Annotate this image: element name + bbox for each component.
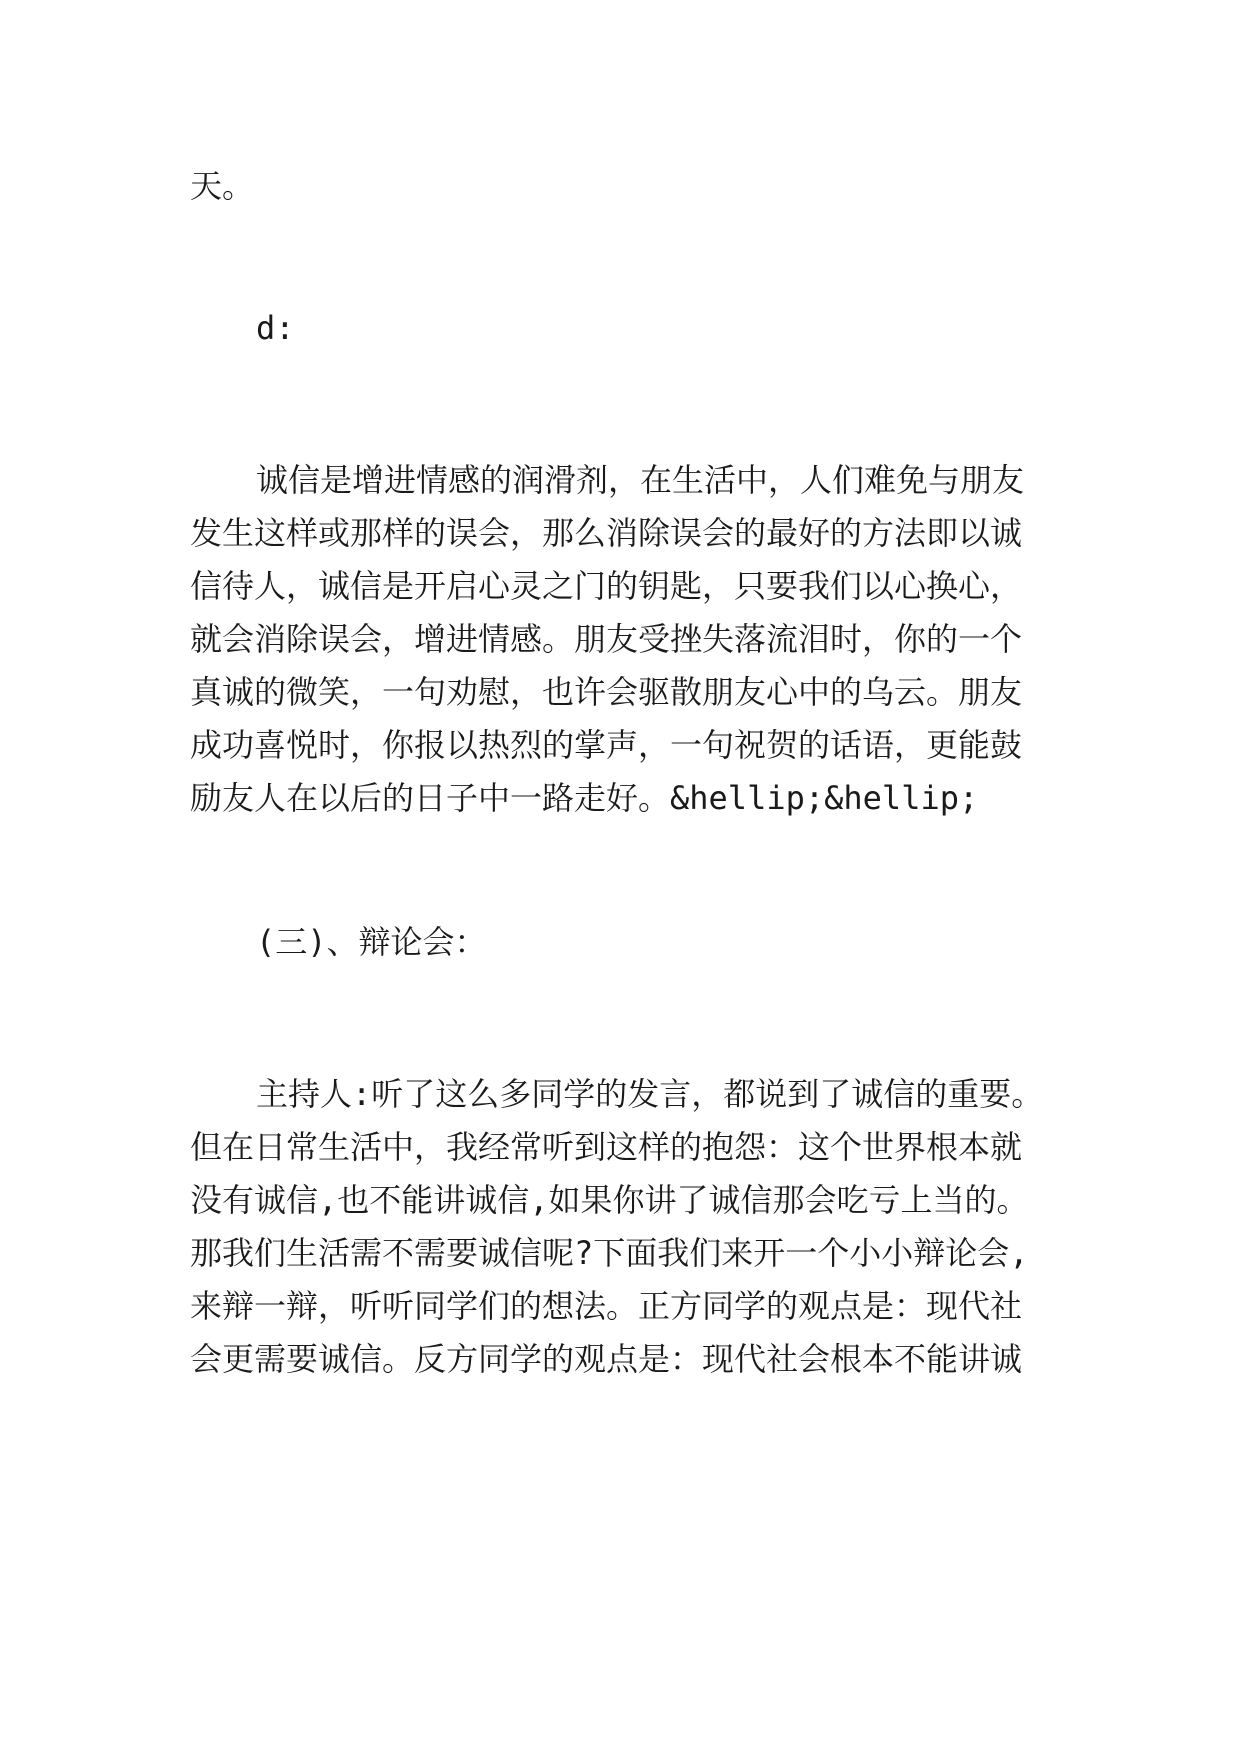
paragraph-line: 成功喜悦时，你报以热烈的掌声，一句祝贺的话语，更能鼓	[190, 726, 1023, 764]
paragraph-line: 信待人，诚信是开启心灵之门的钥匙，只要我们以心换心，	[190, 567, 1023, 605]
paragraph-line: 诚信是增进情感的润滑剂，在生活中，人们难免与朋友	[256, 461, 1025, 499]
paragraph-line: 发生这样或那样的误会，那么消除误会的最好的方法即以诚	[190, 514, 1023, 552]
paragraph-line: 天。	[190, 167, 255, 205]
paragraph-line: 主持人:听了这么多同学的发言，都说到了诚信的重要。	[256, 1075, 1044, 1113]
paragraph-line: d:	[256, 309, 295, 347]
paragraph-line: 但在日常生活中，我经常听到这样的抱怨：这个世界根本就	[190, 1128, 1023, 1166]
paragraph-line: 真诚的微笑，一句劝慰，也许会驱散朋友心中的乌云。朋友	[190, 673, 1023, 711]
paragraph-line: 来辩一辩，听听同学们的想法。正方同学的观点是：现代社	[190, 1287, 1023, 1325]
paragraph-line: 励友人在以后的日子中一路走好。&hellip;&hellip;	[190, 779, 979, 817]
paragraph-line: 就会消除误会，增进情感。朋友受挫失落流泪时，你的一个	[190, 620, 1023, 658]
section-heading: (三)、辩论会：	[256, 923, 487, 961]
paragraph-line: 会更需要诚信。反方同学的观点是：现代社会根本不能讲诚	[190, 1340, 1023, 1378]
paragraph-line: 没有诚信,也不能讲诚信,如果你讲了诚信那会吃亏上当的。	[190, 1181, 1029, 1219]
paragraph-line: 那我们生活需不需要诚信呢?下面我们来开一个小小辩论会,	[190, 1234, 1029, 1272]
